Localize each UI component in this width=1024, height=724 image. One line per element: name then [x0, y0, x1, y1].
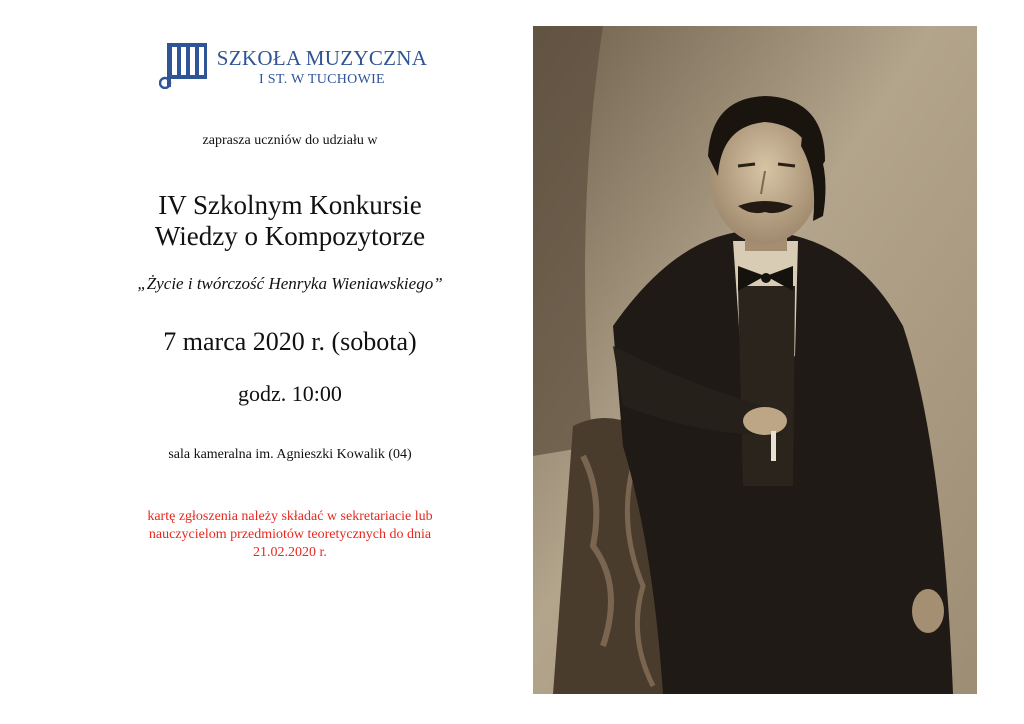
event-time: godz. 10:00	[238, 381, 342, 406]
competition-title-line1: IV Szkolnym Konkursie	[158, 190, 422, 220]
event-date: 7 marca 2020 r. (sobota)	[163, 327, 417, 356]
invite-text: zaprasza uczniów do udziału w	[202, 133, 378, 148]
logo-school-location: I ST. W TUCHOWIE	[259, 71, 385, 87]
piano-keys-logo-icon	[159, 41, 209, 94]
composer-portrait-photo	[533, 26, 977, 694]
competition-subtitle: „Życie i twórczość Henryka Wieniawskiego”	[137, 274, 443, 293]
registration-notice-line1: kartę zgłoszenia należy składać w sekretariacie lub	[147, 509, 433, 524]
registration-notice	[90, 508, 490, 562]
school-logo	[96, 38, 490, 96]
competition-title-line2: Wiedzy o Kompozytorze	[154, 221, 426, 251]
registration-notice-line2: nauczycielom przedmiotów teoretycznych do dnia	[148, 527, 432, 542]
logo-school-name: SZKOŁA MUZYCZNA	[216, 45, 428, 70]
poster-text-column	[90, 38, 490, 562]
event-room: sala kameralna im. Agnieszki Kowalik (04)	[168, 447, 412, 462]
competition-title	[90, 190, 490, 252]
registration-notice-line3: 21.02.2020 r.	[253, 545, 327, 560]
